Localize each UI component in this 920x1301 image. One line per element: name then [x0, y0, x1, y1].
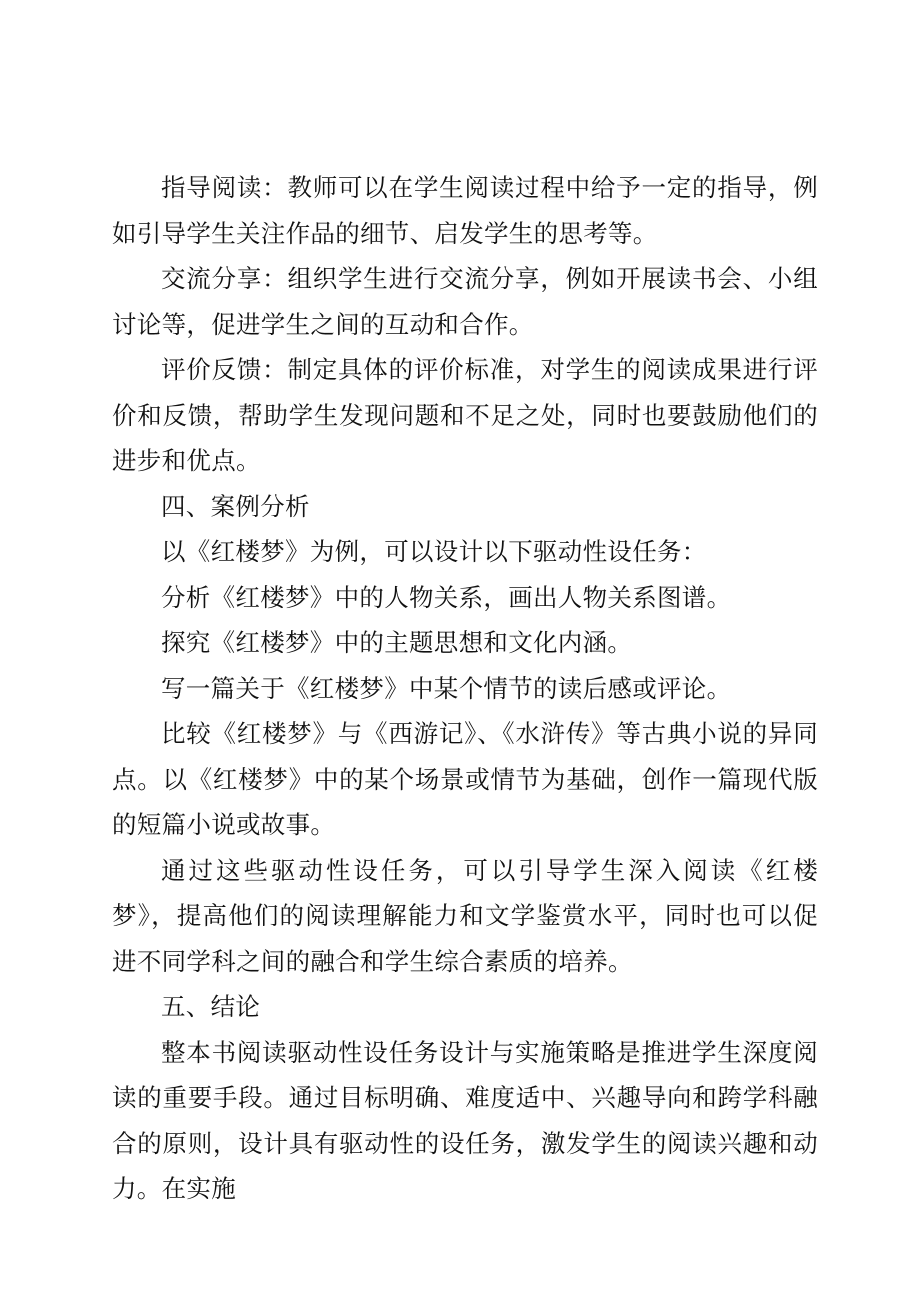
section-heading-conclusion: 五、结论	[161, 992, 261, 1021]
document-body	[112, 165, 818, 1212]
task-item-review: 写一篇关于《红楼梦》中某个情节的读后感或评论。	[161, 673, 732, 703]
paragraph-exchange-sharing: 交流分享：组织学生进行交流分享，例如开展读书会、小组讨论等，促进学生之间的互动和合作。	[112, 264, 818, 339]
paragraph-evaluation-feedback: 评价反馈：制定具体的评价标准，对学生的阅读成果进行评价和反馈，帮助学生发现问题和不足之处，同时也要鼓励他们的进步和优点。	[112, 355, 818, 475]
paragraph-case-summary: 通过这些驱动性设任务，可以引导学生深入阅读《红楼梦》，提高他们的阅读理解能力和文学鉴赏水平，同时也可以促进不同学科之间的融合和学生综合素质的培养。	[112, 855, 818, 976]
paragraph-guided-reading: 指导阅读：教师可以在学生阅读过程中给予一定的指导，例如引导学生关注作品的细节、启发学生的思考等。	[112, 173, 818, 248]
task-item-theme-culture: 探究《红楼梦》中的主题思想和文化内涵。	[161, 628, 633, 657]
paragraph-conclusion: 整本书阅读驱动性设任务设计与实施策略是推进学生深度阅读的重要手段。通过目标明确、难度适中、兴趣导向和跨学科融合的原则，设计具有驱动性的设任务，激发学生的阅读兴趣和动力。在实施	[112, 1037, 818, 1203]
paragraph-case-intro: 以《红楼梦》为例，可以设计以下驱动性设任务：	[161, 537, 707, 566]
section-heading-case-analysis: 四、案例分析	[161, 491, 310, 521]
task-item-compare-create: 比较《红楼梦》与《西游记》、《水浒传》等古典小说的异同点。以《红楼梦》中的某个场景或情节为基础，创作一篇现代版的短篇小说或故事。	[112, 719, 818, 839]
task-item-character-relations: 分析《红楼梦》中的人物关系，画出人物关系图谱。	[161, 582, 732, 612]
